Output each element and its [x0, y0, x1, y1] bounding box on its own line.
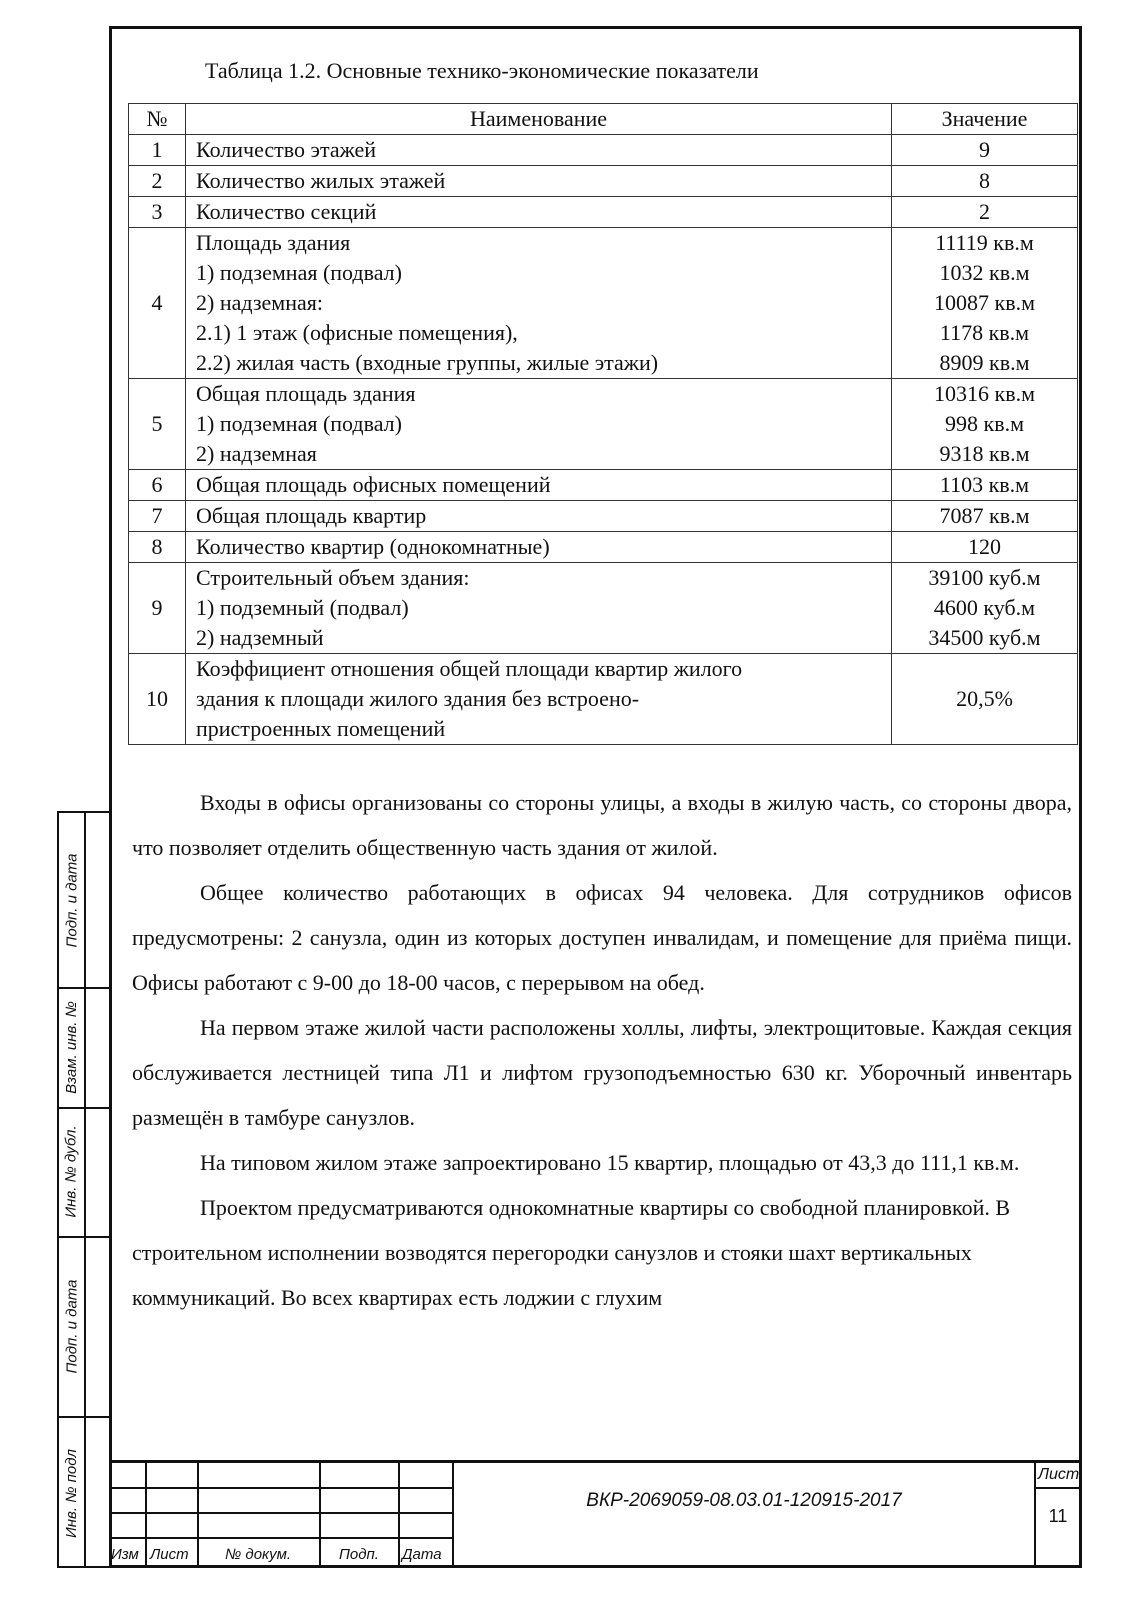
row-value-line: 39100 куб.м: [928, 565, 1041, 590]
table-row: [129, 501, 1078, 532]
row-number: 1: [129, 135, 186, 166]
body-text: [132, 780, 1072, 1320]
tb-col-sheet: Лист: [150, 1546, 189, 1563]
table-row: [129, 166, 1078, 197]
row-value-line: 1178 кв.м: [939, 320, 1030, 345]
row-value-line: 10316 кв.м: [934, 381, 1035, 406]
row-name-line: Общая площадь квартир: [196, 503, 427, 528]
row-value-line: 34500 куб.м: [928, 625, 1041, 650]
header-value: Значение: [892, 104, 1078, 135]
row-name-line: Количество жилых этажей: [196, 168, 446, 193]
row-value-line: 11119 кв.м: [935, 230, 1034, 255]
row-value-line: 4600 куб.м: [933, 595, 1036, 620]
sheet-label: Лист: [1038, 1466, 1080, 1483]
header-num: №: [129, 104, 186, 135]
tb-col-sign: Подп.: [339, 1546, 379, 1563]
row-name-line: Количество секций: [196, 199, 377, 224]
row-value-line: 9318 кв.м: [939, 441, 1030, 466]
row-value: [892, 470, 1078, 501]
row-value-line: 1103 кв.м: [939, 472, 1030, 497]
row-name-line: Общая площадь офисных помещений: [196, 472, 551, 497]
row-name-line: 2) надземная:: [196, 290, 323, 315]
table-caption: Таблица 1.2. Основные технико-экономические показатели: [205, 58, 759, 83]
row-value-line: 120: [968, 534, 1001, 559]
row-name-line: пристроенных помещений: [196, 716, 446, 741]
row-name: [186, 379, 892, 470]
row-value: [892, 135, 1078, 166]
table-row: [129, 197, 1078, 228]
row-name-line: 1) подземная (подвал): [196, 411, 402, 436]
row-name-line: Площадь здания: [196, 230, 351, 255]
row-name-line: 2) надземный: [196, 625, 324, 650]
row-name: [186, 135, 892, 166]
row-name-line: 1) подземная (подвал): [196, 260, 402, 285]
paragraph: На типовом жилом этаже запроектировано 15 квартир, площадью от 43,3 до 111,1 кв.м.: [200, 1150, 1020, 1175]
row-value-line: 9: [979, 137, 990, 162]
title-block: [109, 1460, 1082, 1568]
tb-col-date: Дата: [402, 1546, 442, 1563]
row-value: [892, 228, 1078, 379]
row-number: 2: [129, 166, 186, 197]
row-value-line: 10087 кв.м: [934, 290, 1035, 315]
header-name: Наименование: [186, 104, 892, 135]
row-name-line: 1) подземный (подвал): [196, 595, 409, 620]
row-number: 7: [129, 501, 186, 532]
row-value-line: 20,5%: [956, 686, 1013, 711]
row-number: 5: [129, 379, 186, 470]
row-name: [186, 470, 892, 501]
row-number: 3: [129, 197, 186, 228]
row-value-line: 7087 кв.м: [939, 503, 1030, 528]
row-number: 10: [129, 654, 186, 745]
row-name-line: 2) надземная: [196, 441, 317, 466]
row-name-line: Количество этажей: [196, 137, 377, 162]
row-value: [892, 379, 1078, 470]
row-name: [186, 563, 892, 654]
side-label-orig-inv: Инв. № подл: [63, 1448, 81, 1538]
tb-col-doc: № докум.: [225, 1546, 292, 1563]
sheet-number: 11: [1048, 1506, 1068, 1526]
table-row: [129, 563, 1078, 654]
paragraph: Проектом предусматриваются однокомнатные квартиры со свободной планировкой. В строительном исполнении возводятся перегородки санузлов и стояки шахт вертикальных коммуникаций. Во всех квартирах есть лоджии с глухим: [132, 1195, 1011, 1310]
tb-col-change: Изм: [111, 1546, 139, 1563]
row-name-line: 2.1) 1 этаж (офисные помещения),: [196, 320, 518, 345]
row-name: [186, 654, 892, 745]
document-code: ВКР-2069059-08.03.01-120915-2017: [586, 1490, 902, 1511]
side-stamp: [57, 811, 109, 1568]
row-value-line: 8: [979, 168, 990, 193]
row-name-line: здания к площади жилого здания без встроено-: [196, 686, 640, 711]
table-row: [129, 470, 1078, 501]
side-label-sign-date-1: Подп. и дата: [63, 853, 80, 947]
row-value: [892, 532, 1078, 563]
row-name-line: Количество квартир (однокомнатные): [196, 534, 550, 559]
paragraph: Общее количество работающих в офисах 94 человека. Для сотрудников офисов предусмотрены: 2 санузла, один из которых доступен инвалидам, и помещение для приёма пищи. Офисы работают с 9-00 до 18-00 часов, с перерывом на обед.: [132, 880, 1072, 995]
row-number: 9: [129, 563, 186, 654]
table-row: [129, 135, 1078, 166]
row-value-line: 8909 кв.м: [939, 350, 1030, 375]
row-name: [186, 197, 892, 228]
side-label-replace-inv: Взам. инв. №: [63, 1000, 80, 1094]
row-name-line: Строительный объем здания:: [196, 565, 470, 590]
table-row: [129, 654, 1078, 745]
paragraph: На первом этаже жилой части расположены холлы, лифты, электрощитовые. Каждая секция обслуживается лестницей типа Л1 и лифтом грузоподъемностью 630 кг. Уборочный инвентарь размещён в тамбуре санузлов.: [132, 1015, 1072, 1130]
row-number: 8: [129, 532, 186, 563]
paragraph: Входы в офисы организованы со стороны улицы, а входы в жилую часть, со стороны двора, что позволяет отделить общественную часть здания от жилой.: [132, 790, 1072, 860]
row-name-line: 2.2) жилая часть (входные группы, жилые этажи): [196, 350, 659, 375]
row-value: [892, 654, 1078, 745]
row-number: 6: [129, 470, 186, 501]
row-value-line: 998 кв.м: [945, 411, 1024, 436]
row-name-line: Коэффициент отношения общей площади квартир жилого: [196, 656, 743, 681]
tep-table: [128, 103, 1078, 745]
row-value: [892, 166, 1078, 197]
row-name-line: Общая площадь здания: [196, 381, 416, 406]
row-name: [186, 501, 892, 532]
row-name: [186, 532, 892, 563]
row-name: [186, 228, 892, 379]
table-row: [129, 228, 1078, 379]
side-label-sign-date-2: Подп. и дата: [63, 1279, 80, 1373]
row-value-line: 1032 кв.м: [939, 260, 1030, 285]
row-value-line: 2: [979, 199, 990, 224]
side-label-dup-inv: Инв. № дубл.: [63, 1125, 80, 1218]
table-header-row: [129, 104, 1078, 135]
row-name: [186, 166, 892, 197]
table-row: [129, 379, 1078, 470]
row-value: [892, 501, 1078, 532]
row-value: [892, 563, 1078, 654]
row-value: [892, 197, 1078, 228]
row-number: 4: [129, 228, 186, 379]
table-row: [129, 532, 1078, 563]
